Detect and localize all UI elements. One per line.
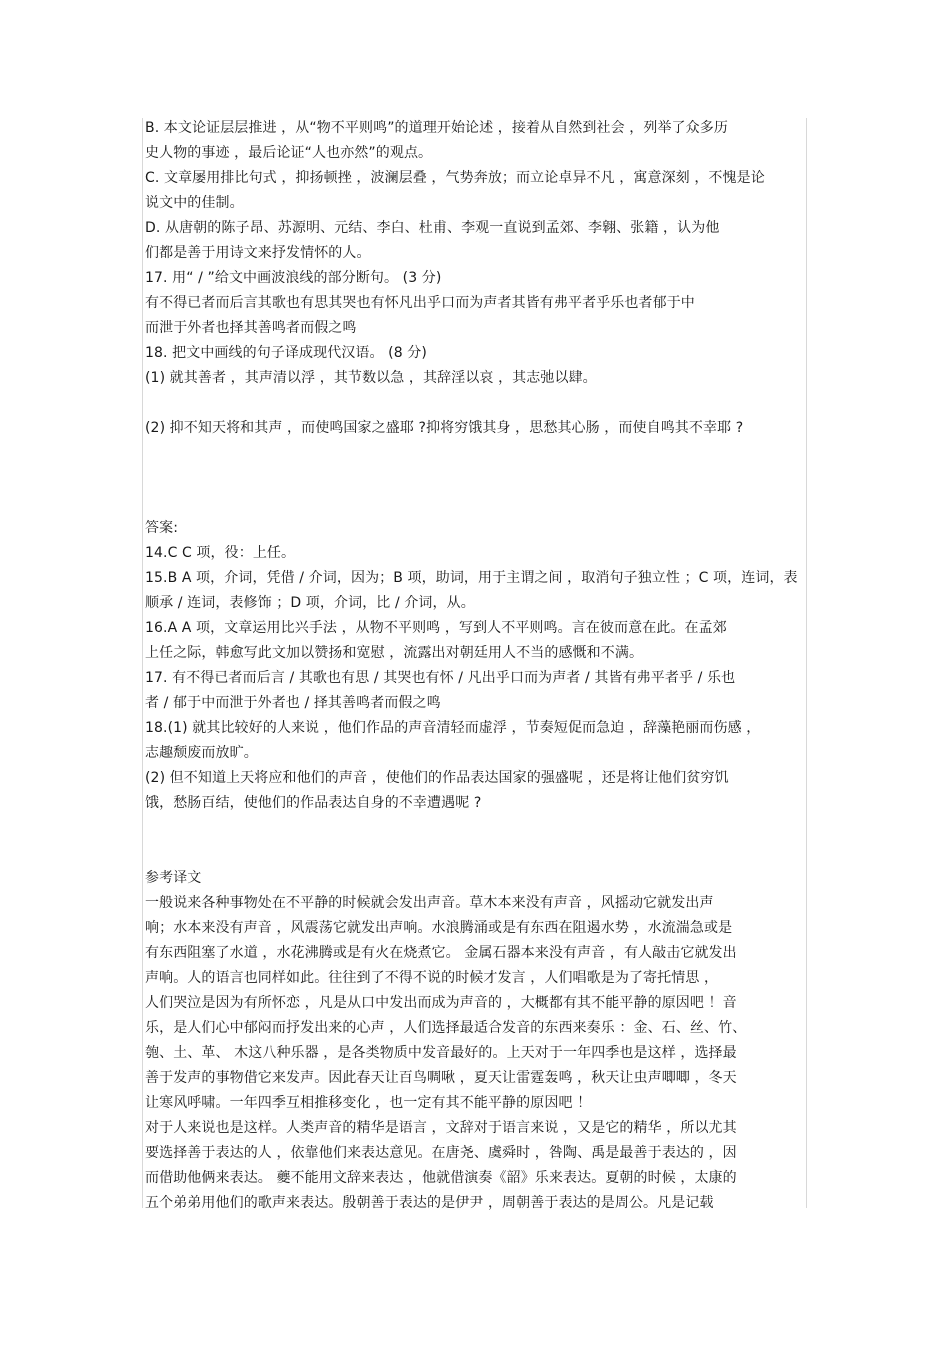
text-line: 有东西阻塞了水道 ，水花沸腾或是有火在烧煮它。 金属石器本来没有声音 ，有人敲击它就发出 bbox=[145, 945, 737, 961]
answer-heading: 答案: bbox=[145, 520, 179, 536]
left-margin-rule bbox=[142, 118, 143, 1208]
text-line: 顺承 / 连词，表修饰 ；D 项，介词，比 / 介词，从。 bbox=[145, 595, 475, 611]
text-line: (2) 抑不知天将和其声 ，而使鸣国家之盛耶 ?抑将穷饿其身 ，思愁其心肠 ，而使自鸣其不幸耶 ? bbox=[145, 420, 744, 436]
text-line: 们都是善于用诗文来抒发情怀的人。 bbox=[145, 245, 371, 261]
text-line: 人们哭泣是因为有所怀恋 ，凡是从口中发出而成为声音的 ，大概都有其不能平静的原因吧 ！音 bbox=[145, 995, 737, 1011]
text-line: 饿，愁肠百结，使他们的作品表达自身的不幸遭遇呢 ? bbox=[145, 795, 482, 811]
text-line: 说文中的佳制。 bbox=[145, 195, 244, 211]
text-line: B. 本文论证层层推进 ，从“物不平则鸣”的道理开始论述 ，接着从自然到社会 ，列举了众多历 bbox=[145, 120, 728, 136]
text-line: 史人物的事迹 ，最后论证“人也亦然”的观点。 bbox=[145, 145, 433, 161]
question-18: 18. 把文中画线的句子译成现代汉语。 (8 分) bbox=[145, 345, 427, 361]
translation-heading: 参考译文 bbox=[145, 870, 202, 886]
text-line: (2) 但不知道上天将应和他们的声音 ，使他们的作品表达国家的强盛呢 ，还是将让他们贫穷饥 bbox=[145, 770, 729, 786]
text-line: 志趣颓废而放旷。 bbox=[145, 745, 258, 761]
text-line: D. 从唐朝的陈子昂、苏源明、元结、李白、杜甫、李观一直说到孟郊、李翱、张籍 ，认为他 bbox=[145, 220, 720, 236]
text-line: C. 文章屡用排比句式 ，抑扬顿挫 ，波澜层叠 ，气势奔放；而立论卓异不凡 ，寓意深刻 ，不愧是论 bbox=[145, 170, 765, 186]
right-margin-rule bbox=[806, 118, 807, 1208]
text-line: 匏、土、革、 木这八种乐器 ，是各类物质中发音最好的。上天对于一年四季也是这样 ，选择最 bbox=[145, 1045, 737, 1061]
text-line: 要选择善于表达的人 ，依靠他们来表达意见。在唐尧、虞舜时 ，咎陶、禹是最善于表达的 ，因 bbox=[145, 1145, 737, 1161]
text-line: 一般说来各种事物处在不平静的时候就会发出声音。草木本来没有声音 ，风摇动它就发出声 bbox=[145, 895, 714, 911]
text-line: 15.B A 项，介词，凭借 / 介词，因为；B 项，助词，用于主谓之间 ，取消句子独立性 ；C 项，连词，表 bbox=[145, 570, 798, 586]
text-line: 14.C C 项，役：上任。 bbox=[145, 545, 296, 561]
text-line: 响；水本来没有声音 ，风震荡它就发出声响。水浪腾涌或是有东西在阻遏水势 ，水流湍急或是 bbox=[145, 920, 733, 936]
text-line: 善于发声的事物借它来发声。因此春天让百鸟啁啾 ，夏天让雷霆轰鸣 ，秋天让虫声唧唧 ，冬天 bbox=[145, 1070, 737, 1086]
text-line: 18.(1) 就其比较好的人来说 ，他们作品的声音清轻而虚浮 ，节奏短促而急迫 ，辞藻艳丽而伤感 ， bbox=[145, 720, 761, 736]
text-line: 让寒风呼啸。一年四季互相推移变化 ，也一定有其不能平静的原因吧 ！ bbox=[145, 1095, 592, 1111]
question-17: 17. 用“ / ”给文中画波浪线的部分断句。 (3 分) bbox=[145, 270, 442, 286]
text-line: 而借助他俩来表达。 夔不能用文辞来表达 ，他就借演奏《韶》乐来表达。夏朝的时候 ，太康的 bbox=[145, 1170, 737, 1186]
text-line: 五个弟弟用他们的歌声来表达。殷朝善于表达的是伊尹 ，周朝善于表达的是周公。凡是记载 bbox=[145, 1195, 714, 1211]
text-line: 者 / 郁于中而泄于外者也 / 择其善鸣者而假之鸣 bbox=[145, 695, 441, 711]
text-line: 上任之际，韩愈写此文加以赞扬和宽慰 ，流露出对朝廷用人不当的感慨和不满。 bbox=[145, 645, 644, 661]
text-line: 16.A A 项，文章运用比兴手法 ，从物不平则鸣 ，写到人不平则鸣。言在彼而意在此。在孟郊 bbox=[145, 620, 727, 636]
text-line: 而泄于外者也择其善鸣者而假之鸣 bbox=[145, 320, 357, 336]
text-line: 有不得已者而后言其歌也有思其哭也有怀凡出乎口而为声者其皆有弗平者乎乐也者郁于中 bbox=[145, 295, 695, 311]
text-line: 对于人来说也是这样。人类声音的精华是语言 ，文辞对于语言来说 ，又是它的精华 ，所以尤其 bbox=[145, 1120, 737, 1136]
text-line: 乐，是人们心中郁闷而抒发出来的心声 ，人们选择最适合发音的东西来奏乐 ：金、石、丝、竹、 bbox=[145, 1020, 747, 1036]
text-line: 声响。人的语言也同样如此。往往到了不得不说的时候才发言 ，人们唱歌是为了寄托情思 ， bbox=[145, 970, 719, 986]
text-line: 17. 有不得已者而后言 / 其歌也有思 / 其哭也有怀 / 凡出乎口而为声者 / 其皆有弗平者乎 / 乐也 bbox=[145, 670, 736, 686]
text-line: (1) 就其善者 ，其声清以浮 ，其节数以急 ，其辞淫以哀 ，其志弛以肆。 bbox=[145, 370, 597, 386]
